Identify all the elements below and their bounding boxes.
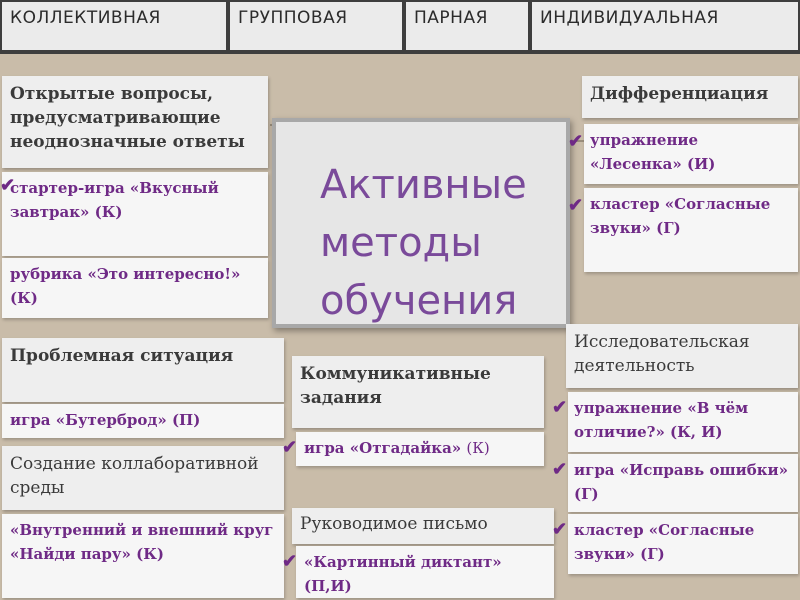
header-bar bbox=[0, 0, 800, 54]
list-item-main: игра «Отгадайка» bbox=[304, 439, 467, 457]
list-item-label: игра «Исправь ошибки» (Г) bbox=[574, 461, 789, 503]
list-item-label: игра «Бутерброд» (П) bbox=[10, 411, 201, 429]
check-icon: ✔ bbox=[552, 459, 568, 480]
list-item bbox=[568, 124, 798, 184]
list-item-label: рубрика «Это интересно!» (К) bbox=[10, 265, 241, 307]
check-icon: ✔ bbox=[568, 195, 584, 216]
list-item-label: кластер «Согласные звуки» (Г) bbox=[574, 521, 755, 563]
guided-title: Руководимое письмо bbox=[292, 508, 554, 544]
list-item-label: «Внутренний и внешний круг «Найди пару» (К) bbox=[10, 521, 274, 563]
check-icon: ✔ bbox=[282, 551, 298, 572]
list-item bbox=[2, 172, 268, 256]
check-icon: ✔ bbox=[568, 131, 584, 152]
list-item-label: стартер-игра «Вкусный завтрак» (К) bbox=[10, 179, 219, 221]
list-item-suffix: (К) bbox=[466, 439, 490, 457]
list-item-label: упражнение «В чём отличие?» (К, И) bbox=[574, 399, 749, 441]
communicative-title: Коммуникативные задания bbox=[292, 356, 544, 428]
center-title-box bbox=[272, 118, 570, 328]
list-item bbox=[552, 392, 798, 452]
collaborative-title: Создание коллаборативной среды bbox=[2, 446, 284, 510]
list-item bbox=[552, 454, 798, 512]
list-item-label: «Картинный диктант» (П,И) bbox=[304, 553, 502, 595]
open-questions-title: Открытые вопросы, предусматривающие неоднозначные ответы bbox=[2, 76, 268, 168]
list-item bbox=[2, 514, 284, 598]
header-cell-group: ГРУППОВАЯ bbox=[230, 2, 402, 50]
list-item bbox=[568, 188, 798, 272]
check-icon: ✔ bbox=[552, 397, 568, 418]
center-title-line: Активные bbox=[320, 162, 527, 208]
list-item-label: кластер «Согласные звуки» (Г) bbox=[590, 195, 771, 237]
header-cell-pair: ПАРНАЯ bbox=[406, 2, 528, 50]
differentiation-title: Дифференциация bbox=[582, 76, 798, 118]
list-item-label: упражнение «Лесенка» (И) bbox=[590, 131, 716, 173]
list-item bbox=[2, 404, 284, 438]
list-item bbox=[282, 546, 554, 598]
list-item-label bbox=[304, 436, 536, 460]
center-title-line: методы bbox=[320, 220, 482, 266]
check-icon: ✔ bbox=[282, 437, 298, 458]
research-title: Исследовательская деятельность bbox=[566, 324, 798, 388]
list-item bbox=[2, 258, 268, 318]
header-cell-individual: ИНДИВИДУАЛЬНАЯ bbox=[532, 2, 798, 50]
list-item bbox=[282, 432, 544, 466]
list-item bbox=[552, 514, 798, 574]
check-icon: ✔ bbox=[552, 519, 568, 540]
problem-title: Проблемная ситуация bbox=[2, 338, 284, 402]
header-cell-collective: КОЛЛЕКТИВНАЯ bbox=[2, 2, 226, 50]
center-title-line: обучения bbox=[320, 278, 518, 324]
check-icon: ✔ bbox=[0, 175, 16, 196]
